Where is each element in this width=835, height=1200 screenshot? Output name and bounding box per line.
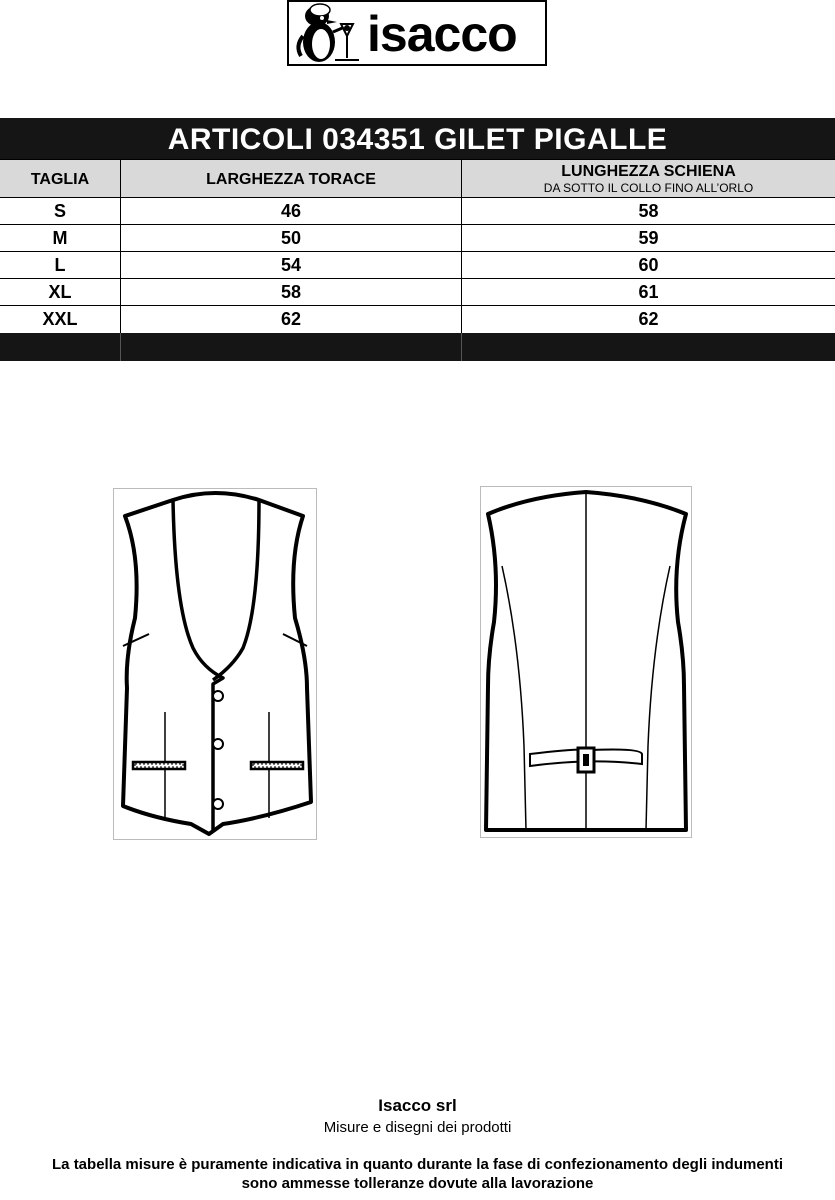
header-back-length-note: DA SOTTO IL COLLO FINO ALL’ORLO	[543, 181, 754, 195]
footer-bar-cell	[0, 333, 121, 361]
cell-chest: 50	[121, 225, 462, 251]
cell-back-length: 60	[638, 255, 659, 275]
cell-chest: 58	[121, 279, 462, 305]
disclaimer	[0, 1155, 835, 1193]
footer-subtitle: Misure e disegni dei prodotti	[323, 1119, 512, 1136]
cell-back-length: 58	[638, 201, 659, 221]
disclaimer-line-2: sono ammesse tolleranze dovute alla lavorazione	[241, 1175, 594, 1192]
header-back-length	[462, 160, 835, 197]
vest-back-drawing	[480, 486, 692, 838]
size-table	[0, 118, 835, 361]
table-row	[0, 279, 835, 306]
table-header-row	[0, 159, 835, 198]
footer-bar-cell	[462, 333, 835, 361]
table-title: ARTICOLI 034351 GILET PIGALLE	[0, 118, 835, 159]
table-row	[0, 225, 835, 252]
vest-front-drawing	[113, 488, 317, 840]
cell-size: M	[0, 225, 121, 251]
header-back-length-label: LUNGHEZZA SCHIENA	[561, 163, 736, 180]
disclaimer-line-1: La tabella misure è puramente indicativa in quanto durante la fase di confezionamento degli indumenti	[52, 1156, 783, 1173]
cell-size: L	[0, 252, 121, 278]
cell-size: XL	[0, 279, 121, 305]
cell-back-length: 62	[638, 309, 659, 329]
footer-bar-cell	[121, 333, 462, 361]
header-chest-width: LARGHEZZA TORACE	[121, 160, 462, 197]
cell-chest: 46	[121, 198, 462, 224]
brand-logo	[287, 0, 547, 66]
brand-logo-text: isacco	[367, 6, 517, 62]
table-row	[0, 198, 835, 225]
table-row	[0, 252, 835, 279]
cell-size: XXL	[0, 306, 121, 333]
cell-chest: 54	[121, 252, 462, 278]
table-footer-bar	[0, 333, 835, 361]
header-size: TAGLIA	[0, 160, 121, 197]
cell-chest: 62	[121, 306, 462, 333]
company-name: Isacco srl	[378, 1096, 457, 1115]
table-row	[0, 306, 835, 333]
cell-size: S	[0, 198, 121, 224]
cell-back-length: 59	[638, 228, 659, 248]
cell-back-length: 61	[638, 282, 659, 302]
